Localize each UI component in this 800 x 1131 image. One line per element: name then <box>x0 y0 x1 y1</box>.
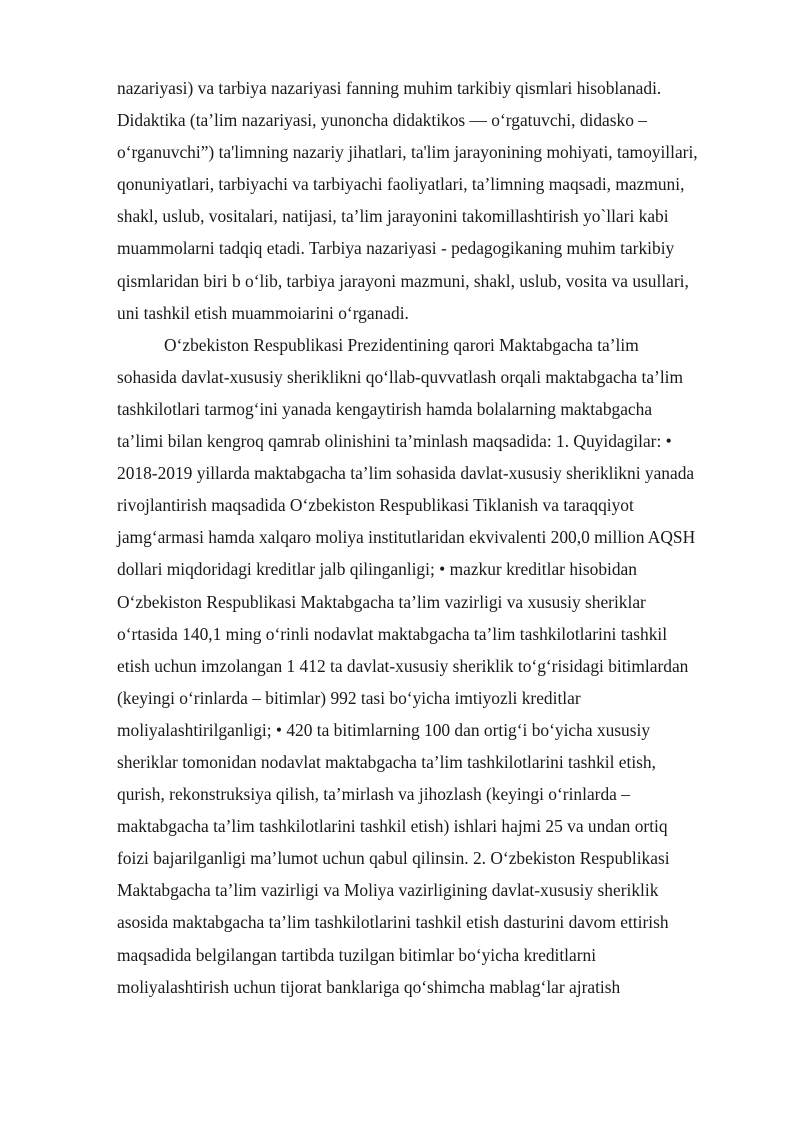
paragraph-line: moliyalashtirilganligi; • 420 ta bitimlarning 100 dan ortig‘i bo‘yicha xususiy <box>117 719 651 740</box>
paragraph-line: muammolarni tadqiq etadi. Tarbiya nazariyasi - pedagogikaning muhim tarkibiy <box>117 238 675 259</box>
paragraph-line: maktabgacha ta’lim tashkilotlarini tashkil etish) ishlari hajmi 25 va undan ortiq <box>117 816 668 837</box>
paragraph-line: uni tashkil etish muammoiarini o‘rganadi. <box>117 302 409 323</box>
paragraph-line: asosida maktabgacha ta’lim tashkilotlarini tashkil etish dasturini davom ettirish <box>117 912 669 933</box>
paragraph-line: ta’limi bilan kengroq qamrab olinishini ta’minlash maqsadida: 1. Quyidagilar: • <box>117 431 672 452</box>
paragraph-line: o‘rtasida 140,1 ming o‘rinli nodavlat maktabgacha ta’lim tashkilotlarini tashkil <box>117 623 668 644</box>
paragraph-line: qurish, rekonstruksiya qilish, ta’mirlash va jihozlash (keyingi o‘rinlarda – <box>117 784 630 805</box>
paragraph-line: nazariyasi) va tarbiya nazariyasi fanning muhim tarkibiy qismlari hisoblanadi. <box>117 78 662 98</box>
paragraph-line: maqsadida belgilangan tartibda tuzilgan bitimlar bo‘yicha kreditlarni <box>117 944 597 965</box>
document-body <box>117 72 747 1003</box>
paragraph-line: Maktabgacha ta’lim vazirligi va Moliya vazirligining davlat-xususiy sheriklik <box>117 880 659 901</box>
paragraph-line: dollari miqdoridagi kreditlar jalb qilinganligi; • mazkur kreditlar hisobidan <box>117 559 637 580</box>
paragraph-line: moliyalashtirish uchun tijorat banklariga qo‘shimcha mablag‘lar ajratish <box>117 976 621 997</box>
paragraph-line: sheriklar tomonidan nodavlat maktabgacha ta’lim tashkilotlarini tashkil etish, <box>117 751 656 772</box>
paragraph-line: (keyingi o‘rinlarda – bitimlar) 992 tasi bo‘yicha imtiyozli kreditlar <box>117 687 581 708</box>
paragraph-line: o‘rganuvchi”) ta'limning nazariy jihatlari, ta'lim jarayonining mohiyati, tamoyillari, <box>117 142 698 163</box>
paragraph-line: foizi bajarilganligi ma’lumot uchun qabul qilinsin. 2. O‘zbekiston Respublikasi <box>117 848 670 869</box>
paragraph-line: sohasida davlat-xususiy sheriklikni qo‘llab-quvvatlash orqali maktabgacha ta’lim <box>117 366 684 387</box>
paragraph-line: O‘zbekiston Respublikasi Maktabgacha ta’lim vazirligi va xususiy sheriklar <box>117 591 646 612</box>
paragraph-line: Didaktika (ta’lim nazariyasi, yunoncha didaktikos — o‘rgatuvchi, didasko – <box>117 110 647 131</box>
paragraph-line: etish uchun imzolangan 1 412 ta davlat-xususiy sheriklik to‘g‘risidagi bitimlardan <box>117 655 689 676</box>
paragraph-line: shakl, uslub, vositalari, natijasi, ta’lim jarayonini takomillashtirish yo`llari kabi <box>117 206 669 227</box>
paragraph-line: qismlaridan biri b o‘lib, tarbiya jarayoni mazmuni, shakl, uslub, vosita va usullari, <box>117 270 689 291</box>
paragraph-line: jamg‘armasi hamda xalqaro moliya institutlaridan ekvivalenti 200,0 million AQSH <box>117 527 696 548</box>
paragraph-line: rivojlantirish maqsadida O‘zbekiston Respublikasi Tiklanish va taraqqiyot <box>117 495 634 516</box>
paragraph-line: 2018-2019 yillarda maktabgacha ta’lim sohasida davlat-xususiy sheriklikni yanada <box>117 463 695 484</box>
paragraph-first-line: O‘zbekiston Respublikasi Prezidentining qarori Maktabgacha ta’lim <box>164 334 639 355</box>
paragraph-line: qonuniyatlari, tarbiyachi va tarbiyachi faoliyatlari, ta’limning maqsadi, mazmuni, <box>117 174 685 195</box>
paragraph-line: tashkilotlari tarmog‘ini yanada kengaytirish hamda bolalarning maktabgacha <box>117 398 653 419</box>
